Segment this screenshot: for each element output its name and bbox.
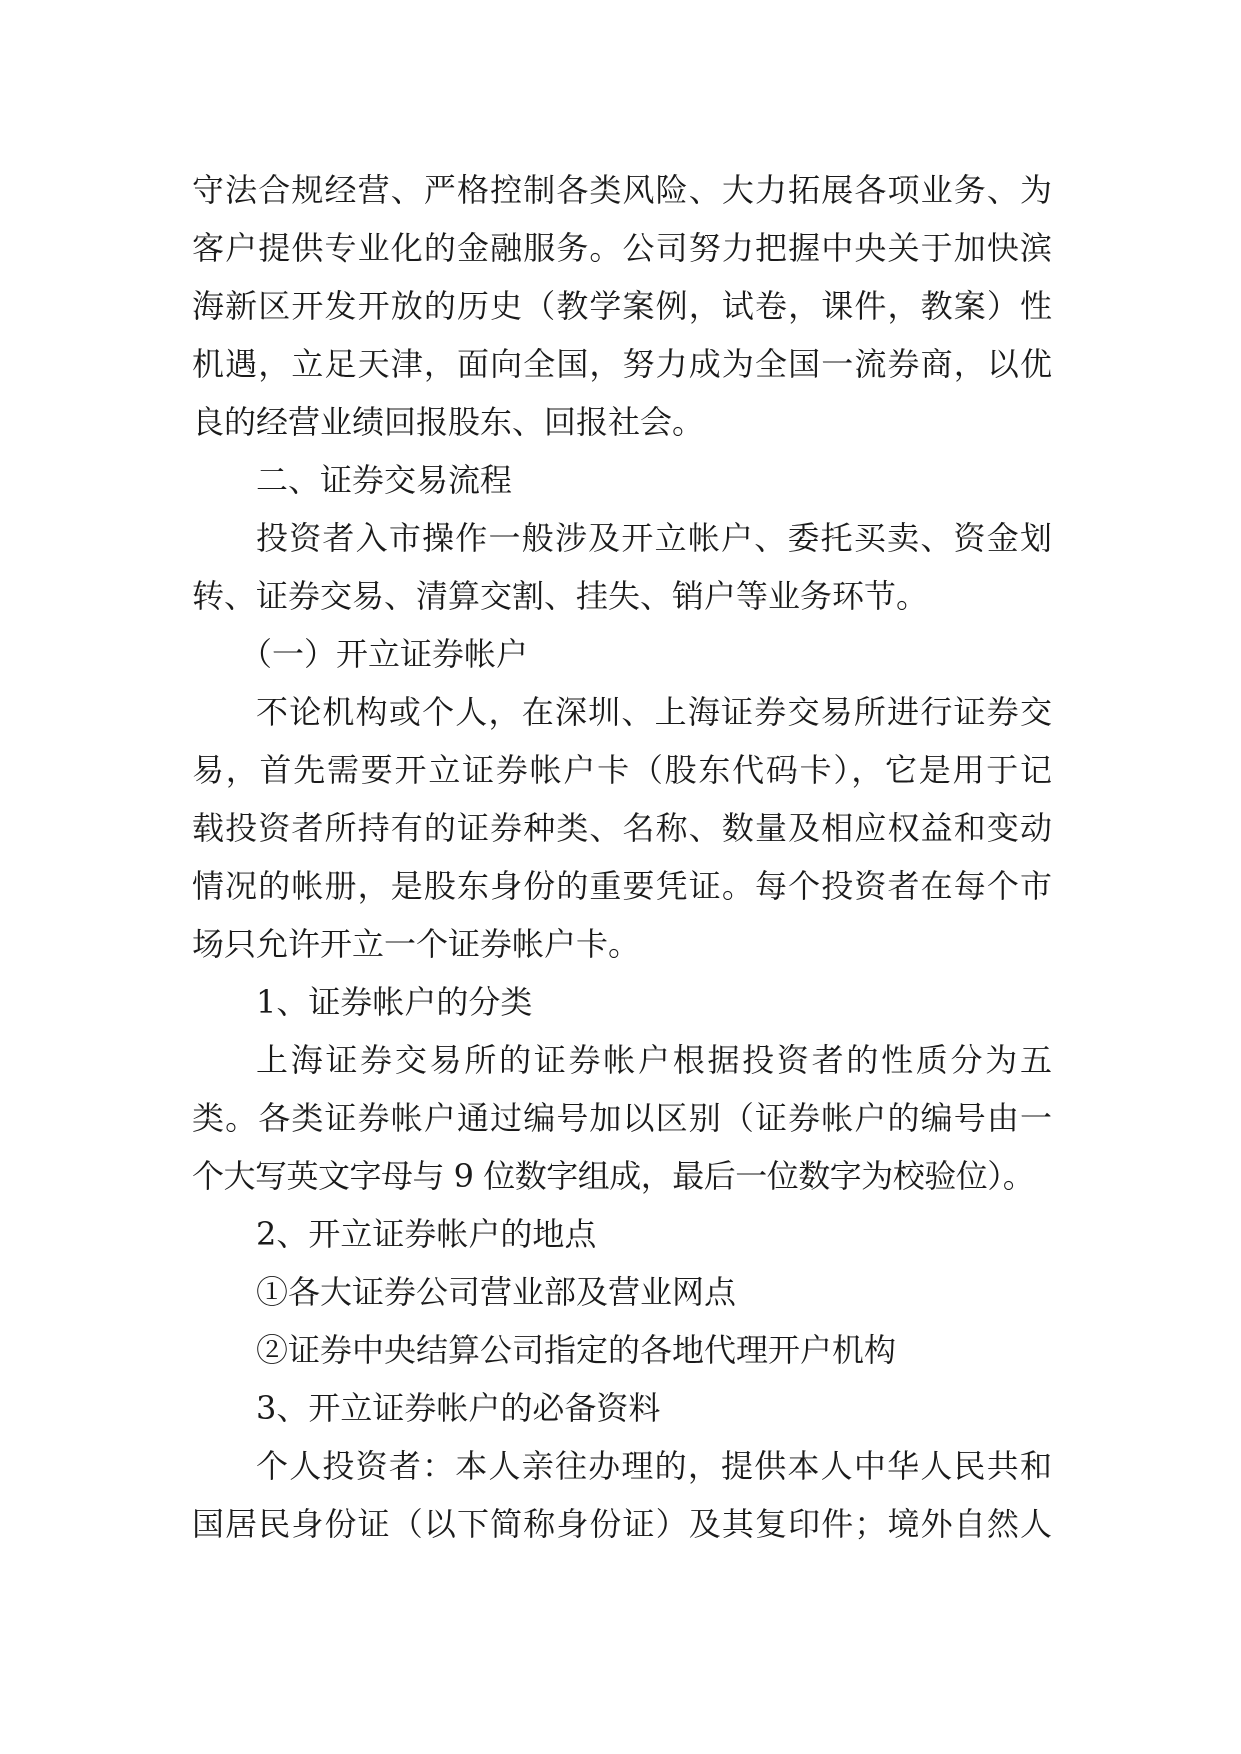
paragraph-line: 客户提供专业化的金融服务。公司努力把握中央关于加快滨	[192, 229, 1052, 267]
item-heading: 1、证券帐户的分类	[256, 983, 533, 1021]
paragraph-line: 良的经营业绩回报股东、回报社会。	[192, 403, 705, 441]
section-heading: 二、证券交易流程	[256, 461, 513, 499]
paragraph-line: 守法合规经营、严格控制各类风险、大力拓展各项业务、为	[192, 171, 1052, 209]
subsection-heading: （一）开立证券帐户	[240, 635, 529, 673]
paragraph-line: 易，首先需要开立证券帐户卡（股东代码卡），它是用于记	[192, 751, 1052, 789]
list-item: ①各大证券公司营业部及营业网点	[256, 1273, 737, 1311]
paragraph-line: 转、证券交易、清算交割、挂失、销户等业务环节。	[192, 577, 929, 615]
paragraph-line: 上海证券交易所的证券帐户根据投资者的性质分为五	[256, 1041, 1052, 1079]
paragraph-line: 载投资者所持有的证券种类、名称、数量及相应权益和变动	[192, 809, 1052, 847]
paragraph-line: 类。各类证券帐户通过编号加以区别（证券帐户的编号由一	[192, 1099, 1052, 1137]
item-heading: 2、开立证券帐户的地点	[256, 1215, 597, 1253]
paragraph-line: 国居民身份证（以下简称身份证）及其复印件；境外自然人	[192, 1505, 1052, 1543]
paragraph-line: 海新区开发开放的历史（教学案例，试卷，课件，教案）性	[192, 287, 1052, 325]
paragraph-line: 不论机构或个人，在深圳、上海证券交易所进行证券交	[256, 693, 1052, 731]
paragraph-line: 投资者入市操作一般涉及开立帐户、委托买卖、资金划	[256, 519, 1052, 557]
paragraph-line: 个大写英文字母与 9 位数字组成，最后一位数字为校验位）。	[192, 1157, 1035, 1195]
list-item: ②证券中央结算公司指定的各地代理开户机构	[256, 1331, 897, 1369]
paragraph-line: 情况的帐册，是股东身份的重要凭证。每个投资者在每个市	[192, 867, 1052, 905]
item-heading: 3、开立证券帐户的必备资料	[256, 1389, 661, 1427]
paragraph-line: 个人投资者：本人亲往办理的，提供本人中华人民共和	[256, 1447, 1052, 1485]
paragraph-line: 场只允许开立一个证券帐户卡。	[192, 925, 641, 963]
paragraph-line: 机遇，立足天津，面向全国，努力成为全国一流券商，以优	[192, 345, 1052, 383]
